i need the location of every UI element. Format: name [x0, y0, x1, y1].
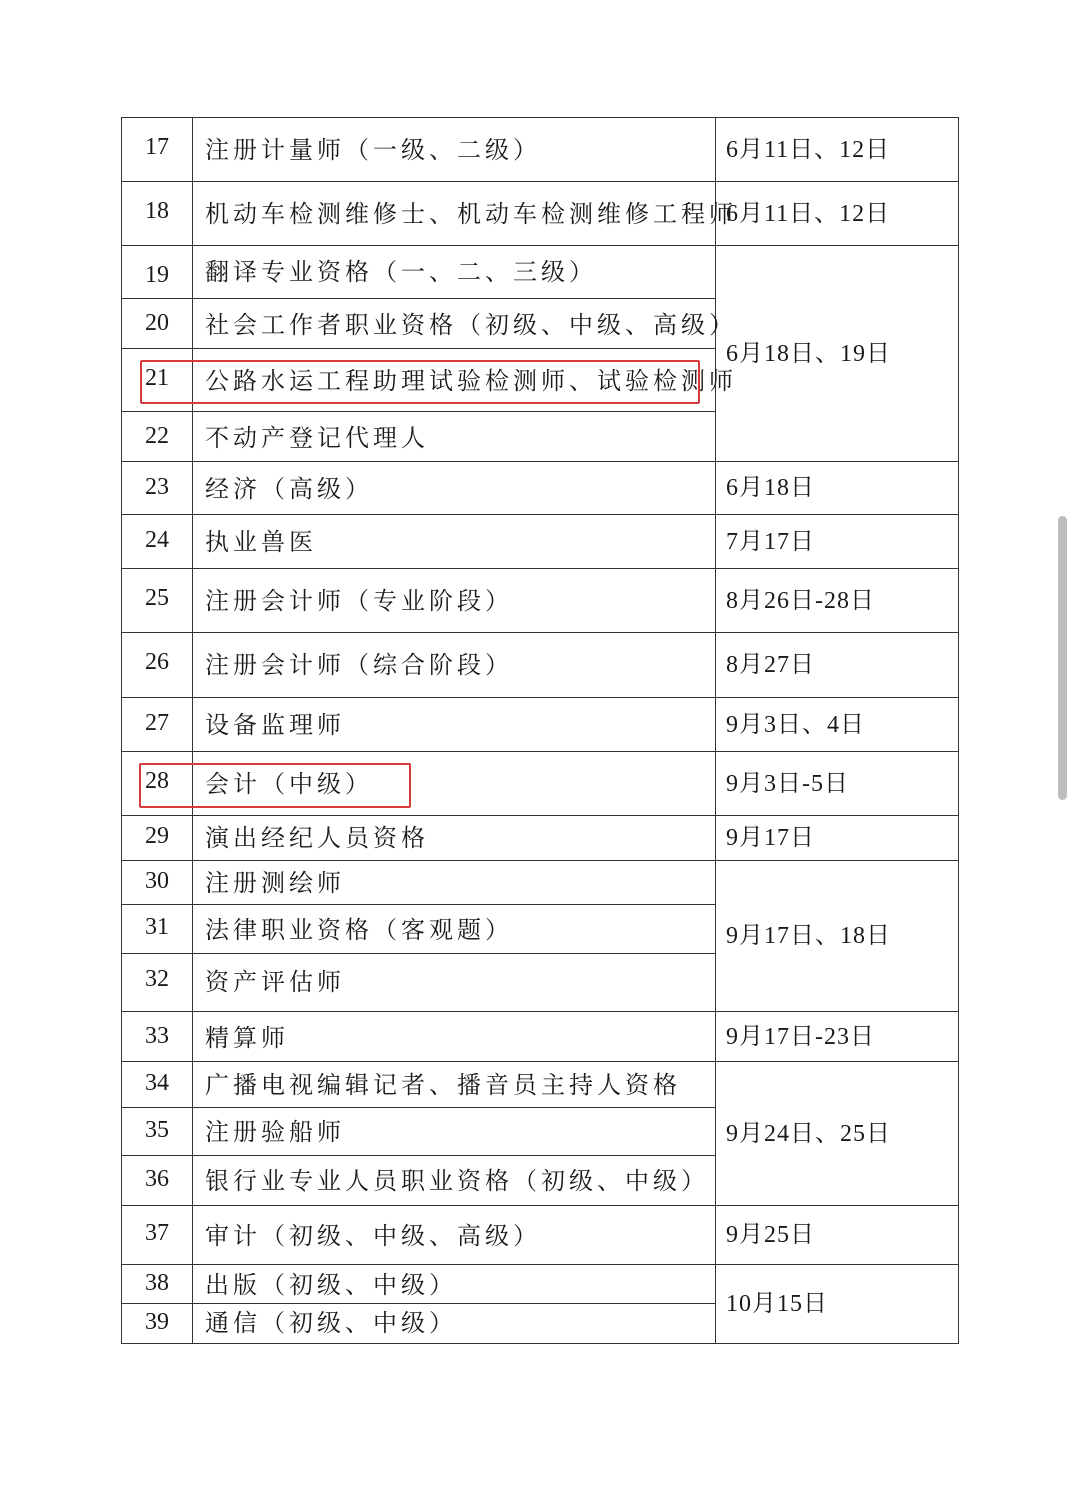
- table-row: [122, 633, 959, 698]
- exam-date: 7月17日: [716, 515, 959, 569]
- exam-date: 8月26日-28日: [716, 569, 959, 633]
- row-number: 38: [122, 1265, 193, 1304]
- exam-name: 设备监理师: [193, 698, 716, 752]
- exam-name: 注册计量师（一级、二级）: [193, 118, 716, 182]
- row-number: 21: [122, 349, 193, 412]
- row-number: 25: [122, 569, 193, 633]
- exam-name: 注册验船师: [193, 1108, 716, 1156]
- exam-name: 翻译专业资格（一、二、三级）: [193, 246, 716, 299]
- row-number: 18: [122, 182, 193, 246]
- exam-schedule-table: [121, 117, 959, 1344]
- row-number: 27: [122, 698, 193, 752]
- row-number: 20: [122, 299, 193, 349]
- row-number: 33: [122, 1012, 193, 1062]
- row-number: 23: [122, 462, 193, 515]
- table-row: [122, 1062, 959, 1108]
- row-number: 22: [122, 412, 193, 462]
- exam-date: 10月15日: [716, 1265, 959, 1344]
- table-row: [122, 1206, 959, 1265]
- exam-date: 6月18日、19日: [716, 246, 959, 462]
- exam-name: 会计（中级）: [193, 752, 716, 816]
- row-number: 31: [122, 905, 193, 954]
- exam-name: 机动车检测维修士、机动车检测维修工程师: [193, 182, 716, 246]
- exam-date: 6月11日、12日: [716, 182, 959, 246]
- exam-date: 9月24日、25日: [716, 1062, 959, 1206]
- table-row: [122, 569, 959, 633]
- exam-date: 8月27日: [716, 633, 959, 698]
- exam-name: 精算师: [193, 1012, 716, 1062]
- row-number: 28: [122, 752, 193, 816]
- table-row: [122, 246, 959, 299]
- scrollbar-thumb[interactable]: [1058, 516, 1067, 800]
- table-row: [122, 515, 959, 569]
- table-row: [122, 1012, 959, 1062]
- table-row: [122, 752, 959, 816]
- exam-name: 通信（初级、中级）: [193, 1304, 716, 1344]
- row-number: 32: [122, 954, 193, 1012]
- exam-date: 6月11日、12日: [716, 118, 959, 182]
- row-number: 36: [122, 1156, 193, 1206]
- row-number: 19: [122, 246, 193, 299]
- exam-date: 9月17日: [716, 816, 959, 861]
- table-row: [122, 1265, 959, 1304]
- exam-date: 9月17日-23日: [716, 1012, 959, 1062]
- exam-date: 6月18日: [716, 462, 959, 515]
- exam-name: 经济（高级）: [193, 462, 716, 515]
- exam-name: 法律职业资格（客观题）: [193, 905, 716, 954]
- exam-name: 演出经纪人员资格: [193, 816, 716, 861]
- exam-date: 9月17日、18日: [716, 861, 959, 1012]
- exam-name: 审计（初级、中级、高级）: [193, 1206, 716, 1265]
- exam-name: 社会工作者职业资格（初级、中级、高级）: [193, 299, 716, 349]
- row-number: 37: [122, 1206, 193, 1265]
- table-row: [122, 816, 959, 861]
- row-number: 35: [122, 1108, 193, 1156]
- exam-date: 9月25日: [716, 1206, 959, 1265]
- exam-name: 资产评估师: [193, 954, 716, 1012]
- row-number: 24: [122, 515, 193, 569]
- exam-date: 9月3日、4日: [716, 698, 959, 752]
- table-row: [122, 118, 959, 182]
- row-number: 39: [122, 1304, 193, 1344]
- row-number: 29: [122, 816, 193, 861]
- exam-name: 公路水运工程助理试验检测师、试验检测师: [193, 349, 716, 412]
- exam-name: 注册会计师（专业阶段）: [193, 569, 716, 633]
- exam-name: 银行业专业人员职业资格（初级、中级）: [193, 1156, 716, 1206]
- row-number: 30: [122, 861, 193, 905]
- exam-date: 9月3日-5日: [716, 752, 959, 816]
- exam-name: 执业兽医: [193, 515, 716, 569]
- row-number: 26: [122, 633, 193, 698]
- exam-name: 注册测绘师: [193, 861, 716, 905]
- table-row: [122, 698, 959, 752]
- table-row: [122, 182, 959, 246]
- table-row: [122, 861, 959, 905]
- exam-name: 注册会计师（综合阶段）: [193, 633, 716, 698]
- table-row: [122, 462, 959, 515]
- row-number: 17: [122, 118, 193, 182]
- exam-name: 广播电视编辑记者、播音员主持人资格: [193, 1062, 716, 1108]
- row-number: 34: [122, 1062, 193, 1108]
- exam-name: 不动产登记代理人: [193, 412, 716, 462]
- exam-name: 出版（初级、中级）: [193, 1265, 716, 1304]
